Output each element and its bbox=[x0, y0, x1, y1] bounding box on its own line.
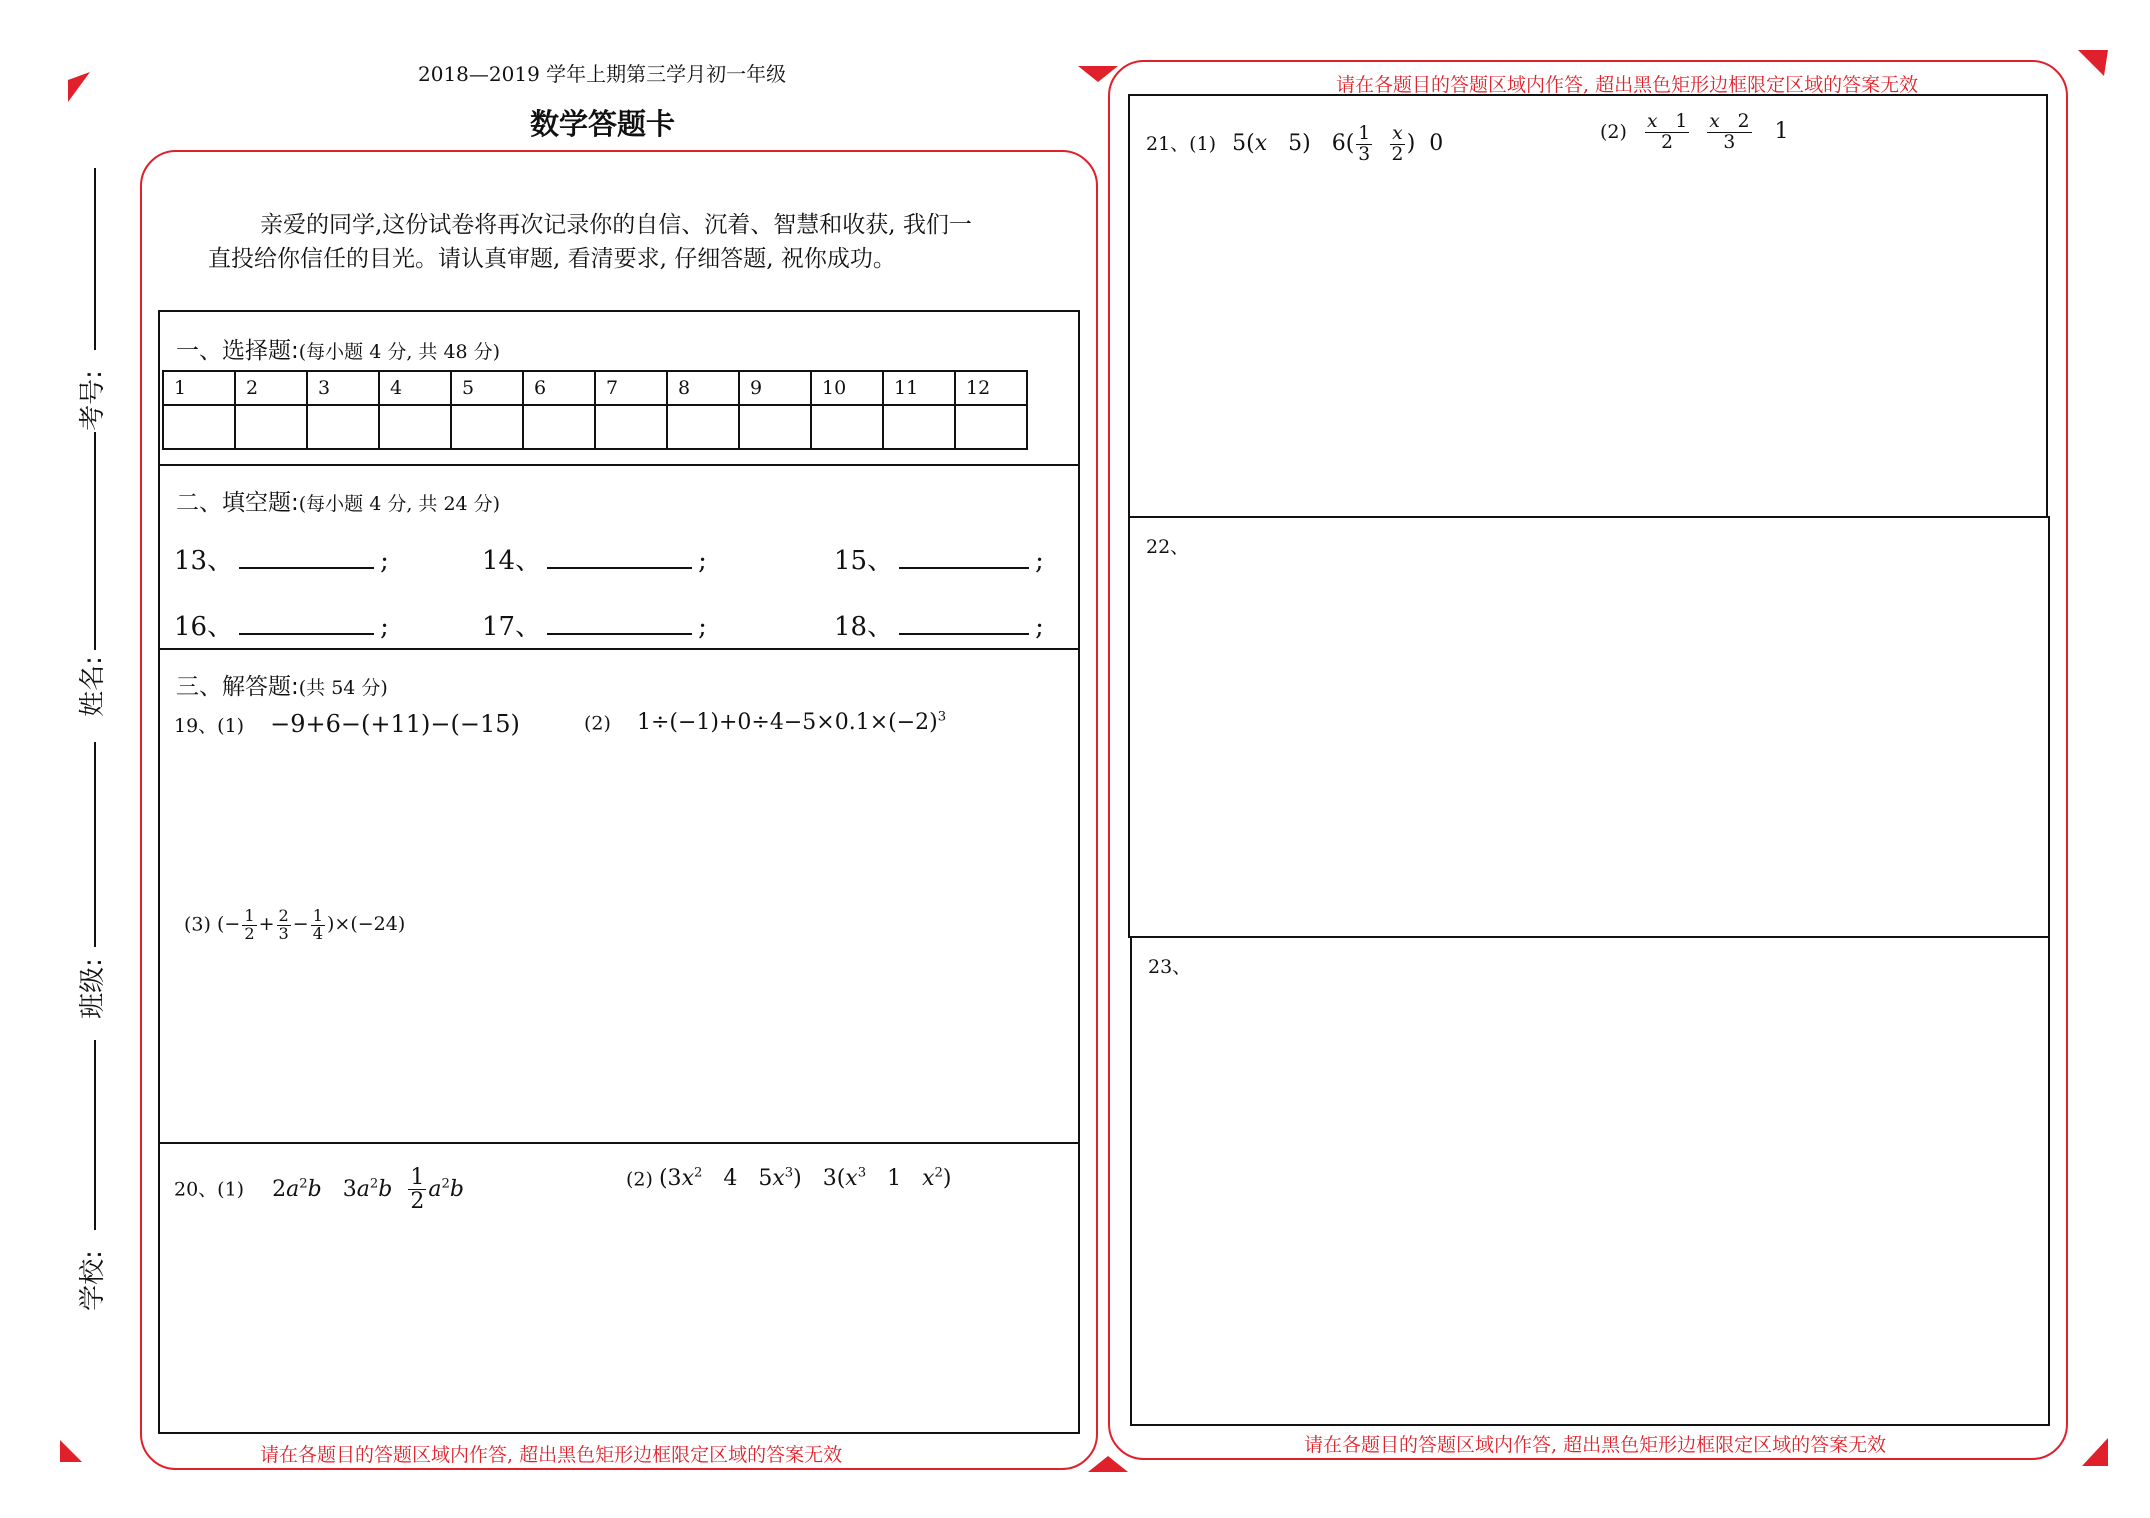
q19-3 bbox=[184, 908, 405, 943]
q22-answer-box[interactable] bbox=[1128, 516, 2050, 938]
page-title: 数学答题卡 bbox=[530, 107, 676, 141]
fill-label: 13、 bbox=[174, 546, 234, 576]
q21-2 bbox=[1600, 112, 1788, 152]
choice-answer-cell[interactable] bbox=[739, 405, 811, 449]
choice-number: 5 bbox=[451, 371, 523, 405]
fill-blank[interactable] bbox=[899, 543, 1029, 569]
fill-sep: ; bbox=[380, 612, 389, 642]
section-divider bbox=[158, 648, 1080, 650]
fill-blank[interactable] bbox=[547, 543, 692, 569]
section2-title-text: 二、填空题: bbox=[176, 490, 299, 516]
fill-label: 14、 bbox=[482, 546, 542, 576]
q19-3-label: (3) bbox=[184, 913, 211, 936]
fill-item-15 bbox=[834, 540, 1044, 577]
choice-number: 7 bbox=[595, 371, 667, 405]
q19-2-exp: 3 bbox=[937, 710, 947, 725]
q19-1 bbox=[174, 710, 520, 738]
choice-answer-cell[interactable] bbox=[451, 405, 523, 449]
section3-title-text: 三、解答题: bbox=[176, 674, 299, 700]
side-line-3 bbox=[94, 742, 96, 947]
corner-mark-bottom-right bbox=[2078, 1438, 2108, 1468]
fill-item-18 bbox=[834, 606, 1044, 643]
choice-number: 4 bbox=[379, 371, 451, 405]
fill-blank[interactable] bbox=[239, 609, 374, 635]
side-line-1 bbox=[94, 168, 96, 350]
left-answer-box bbox=[158, 310, 1080, 1434]
fill-sep: ; bbox=[1035, 546, 1044, 576]
q22-label: 22、 bbox=[1146, 536, 1190, 558]
choice-answer-cell[interactable] bbox=[307, 405, 379, 449]
fill-blank[interactable] bbox=[239, 543, 374, 569]
choice-number: 9 bbox=[739, 371, 811, 405]
q21-1 bbox=[1146, 124, 1443, 164]
q20-1 bbox=[174, 1166, 464, 1213]
q20-1-expr: $2a^2b$ $3a^2b$ $\frac{1}{2}$ $a^2b$ bbox=[272, 1165, 464, 1215]
choice-number: 1 bbox=[163, 371, 235, 405]
right-notice-top: 请在各题目的答题区域内作答, 超出黑色矩形边框限定区域的答案无效 bbox=[1336, 74, 1919, 96]
school-label: 学校: bbox=[77, 1250, 108, 1311]
fill-item-17 bbox=[482, 606, 707, 643]
intro-line-2: 直投给你信任的目光。请认真审题, 看清要求, 仔细答题, 祝你成功。 bbox=[208, 246, 896, 272]
choice-number: 6 bbox=[523, 371, 595, 405]
choice-number: 8 bbox=[667, 371, 739, 405]
side-line-4 bbox=[94, 1040, 96, 1230]
section2-note: (每小题 4 分, 共 24 分) bbox=[298, 493, 501, 515]
choice-answer-grid bbox=[162, 370, 1028, 450]
left-notice: 请在各题目的答题区域内作答, 超出黑色矩形边框限定区域的答案无效 bbox=[260, 1444, 843, 1466]
q20-2-expr: ($3x^2$ 4 $5x^3$) $3(x^3$ 1 $x^2$) bbox=[658, 1166, 952, 1192]
exam-no-label: 考号: bbox=[77, 370, 108, 431]
choice-number: 10 bbox=[811, 371, 883, 405]
choice-answer-cell[interactable] bbox=[523, 405, 595, 449]
q19-2-text: 1÷(−1)+0÷4−5×0.1×(−2) bbox=[636, 710, 938, 736]
q20-label: 20、(1) bbox=[174, 1178, 245, 1201]
choice-answer-cell[interactable] bbox=[667, 405, 739, 449]
right-notice-bottom: 请在各题目的答题区域内作答, 超出黑色矩形边框限定区域的答案无效 bbox=[1304, 1434, 1887, 1456]
choice-answer-cell[interactable] bbox=[235, 405, 307, 449]
q21-1-expr: 5(x 5) 6( $\frac{1}{3}$ $\frac{x}{2}$ ) 0 bbox=[1232, 123, 1444, 165]
q23-answer-box[interactable] bbox=[1130, 936, 2050, 1426]
q23-label: 23、 bbox=[1148, 956, 1192, 978]
corner-mark-bottom-center bbox=[1088, 1452, 1128, 1472]
section2-title bbox=[176, 484, 500, 517]
section-divider bbox=[158, 464, 1080, 466]
q20-2-label: (2) bbox=[626, 1168, 653, 1191]
name-label: 姓名: bbox=[77, 656, 108, 717]
fill-label: 15、 bbox=[834, 546, 894, 576]
choice-number: 11 bbox=[883, 371, 955, 405]
q21-label: 21、(1) bbox=[1146, 133, 1217, 156]
q21-2-label: (2) bbox=[1600, 121, 1627, 144]
q19-1-expr: −9+6−(+11)−(−15) bbox=[270, 710, 520, 738]
section3-title bbox=[176, 668, 388, 701]
intro-line-1: 亲爱的同学,这份试卷将再次记录你的自信、沉着、智慧和收获, 我们一 bbox=[260, 212, 972, 238]
choice-number: 12 bbox=[955, 371, 1027, 405]
fill-label: 16、 bbox=[174, 612, 234, 642]
choice-answer-cell[interactable] bbox=[379, 405, 451, 449]
side-line-2 bbox=[94, 432, 96, 650]
section3-note: (共 54 分) bbox=[298, 677, 388, 699]
q19-3-expr: (− $\frac{1}{2}$ + $\frac{2}{3}$ − $\frac{1}{4}$ )×(−24) bbox=[216, 906, 406, 943]
q21-2-expr: $\frac{x 1}{2}$ $\frac{x 2}{3}$ 1 bbox=[1646, 111, 1789, 153]
corner-mark-top-right bbox=[2078, 50, 2108, 80]
fill-blank[interactable] bbox=[899, 609, 1029, 635]
q19-2 bbox=[584, 710, 946, 735]
choice-answer-cell[interactable] bbox=[595, 405, 667, 449]
fill-sep: ; bbox=[1035, 612, 1044, 642]
q20-2 bbox=[626, 1166, 951, 1191]
section-divider bbox=[158, 1142, 1080, 1144]
q19-2-label: (2) bbox=[584, 712, 611, 735]
q19-label: 19、(1) bbox=[174, 715, 245, 737]
section1-note: (每小题 4 分, 共 48 分) bbox=[298, 341, 501, 363]
fill-item-14 bbox=[482, 540, 707, 577]
choice-number: 2 bbox=[235, 371, 307, 405]
section1-title bbox=[176, 332, 500, 365]
fill-sep: ; bbox=[380, 546, 389, 576]
choice-number: 3 bbox=[307, 371, 379, 405]
q19-3-tail: )×(−24) bbox=[327, 913, 406, 936]
section1-title-text: 一、选择题: bbox=[176, 338, 299, 364]
corner-mark-top-left bbox=[68, 72, 98, 102]
choice-answer-cell[interactable] bbox=[811, 405, 883, 449]
corner-mark-bottom-left bbox=[60, 1440, 90, 1470]
fill-item-16 bbox=[174, 606, 389, 643]
fill-blank[interactable] bbox=[547, 609, 692, 635]
choice-answer-cell[interactable] bbox=[163, 405, 235, 449]
class-label: 班级: bbox=[77, 958, 108, 1019]
fill-label: 17、 bbox=[482, 612, 542, 642]
q19-2-expr bbox=[637, 710, 946, 735]
choice-answer-cell[interactable] bbox=[955, 405, 1027, 449]
fill-sep: ; bbox=[698, 546, 707, 576]
fill-label: 18、 bbox=[834, 612, 894, 642]
fill-sep: ; bbox=[698, 612, 707, 642]
fill-item-13 bbox=[174, 540, 389, 577]
choice-answer-cell[interactable] bbox=[883, 405, 955, 449]
exam-line: 2018—2019 学年上期第三学月初一年级 bbox=[418, 62, 787, 86]
